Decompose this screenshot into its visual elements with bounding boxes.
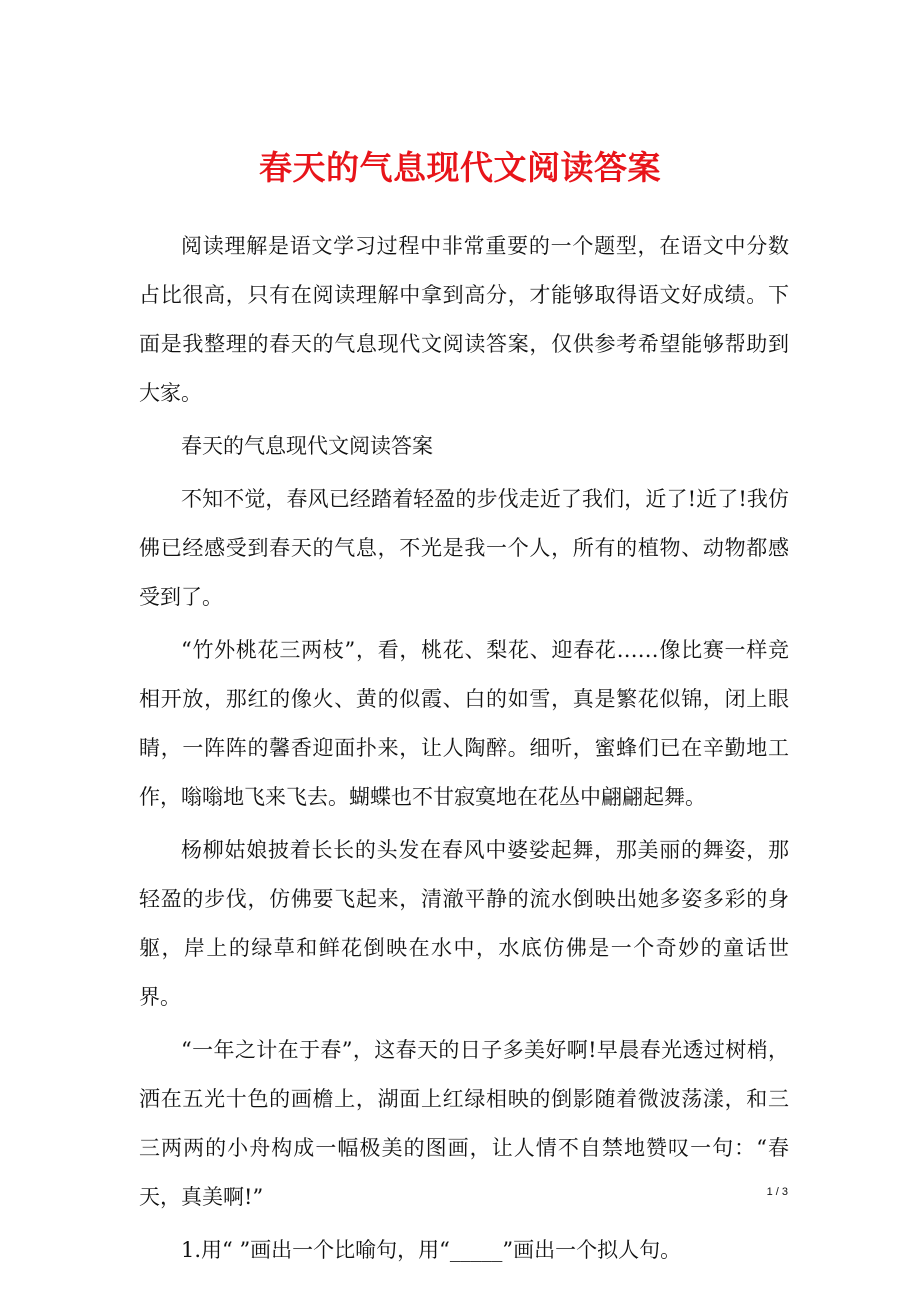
paragraph-spring-day: “一年之计在于春”，这春天的日子多美好啊!早晨春光透过树梢，洒在五光十色的画檐上，湖面上红绿相映的倒影随着微波荡漾，和三三两两的小舟构成一幅极美的图画，让人情不自禁地赞叹一句：“春天，真美啊!” (139, 1038, 789, 1209)
intro-paragraph: 阅读理解是语文学习过程中非常重要的一个题型，在语文中分数占比很高，只有在阅读理解中拿到高分，才能够取得语文好成绩。下面是我整理的春天的气息现代文阅读答案，仅供参考希望能够帮助到大家。 (139, 234, 789, 405)
question-1: 1.用“ ”画出一个比喻句，用“_____”画出一个拟人句。 (181, 1238, 682, 1262)
page-number: 1 / 3 (766, 1186, 788, 1198)
paragraph-willow: 杨柳姑娘披着长长的头发在春风中婆娑起舞，那美丽的舞姿，那轻盈的步伐，仿佛要飞起来，清澈平静的流水倒映出她多姿多彩的身躯，岸上的绿草和鲜花倒映在水中，水底仿佛是一个奇妙的童话世界。 (139, 838, 789, 1009)
section-heading: 春天的气息现代文阅读答案 (181, 434, 433, 458)
document-body (139, 222, 789, 1279)
document-title: 春天的气息现代文阅读答案 (259, 148, 661, 187)
paragraph-flowers: “竹外桃花三两枝”，看，桃花、梨花、迎春花……像比赛一样竞相开放，那红的像火、黄的似霞、白的如雪，真是繁花似锦，闭上眼睛，一阵阵的馨香迎面扑来，让人陶醉。细听，蜜蜂们已在辛勤地工作，嗡嗡地飞来飞去。蝴蝶也不甘寂寞地在花丛中翩翩起舞。 (139, 638, 789, 809)
paragraph-spring-arrives: 不知不觉，春风已经踏着轻盈的步伐走近了我们，近了!近了!我仿佛已经感受到春天的气息，不光是我一个人，所有的植物、动物都感受到了。 (139, 487, 789, 609)
